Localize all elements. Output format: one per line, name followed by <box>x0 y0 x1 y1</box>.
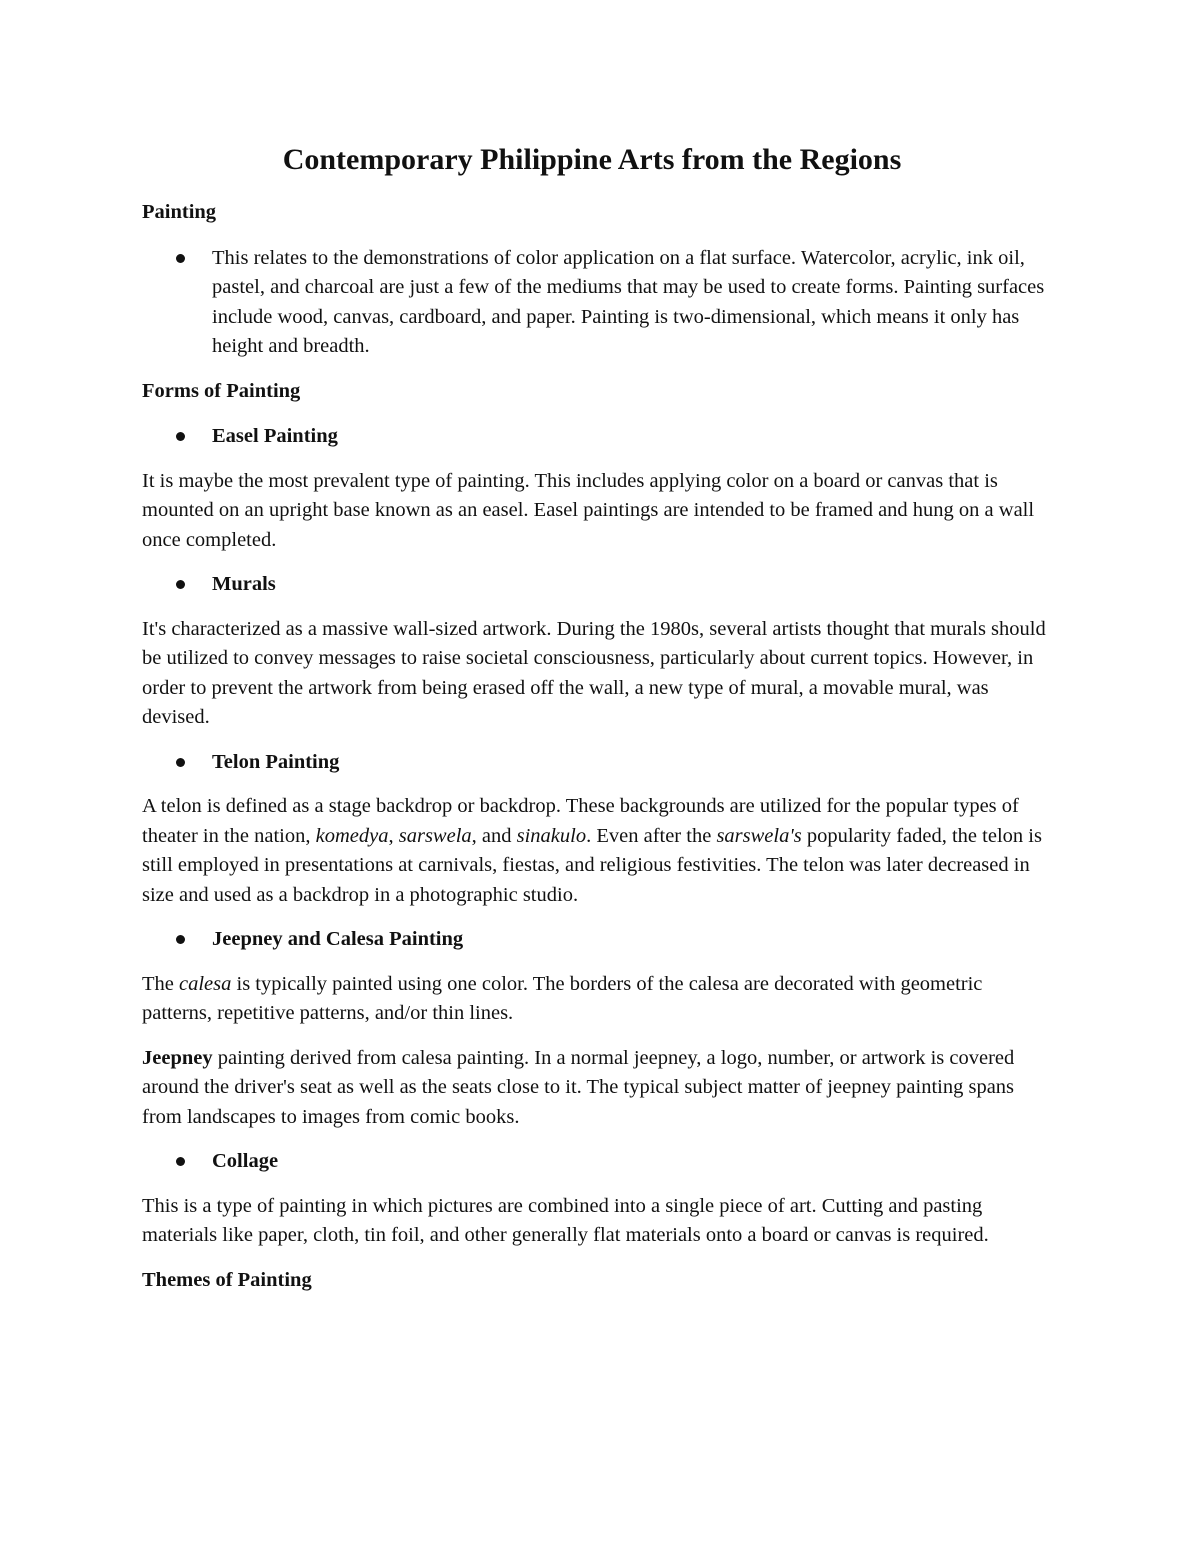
bullet-item-telon <box>142 748 1052 778</box>
text-run: The <box>142 972 179 995</box>
text-run: painting derived from calesa painting. In a normal jeepney, a logo, number, or artwork is covered around the driver's seat as well as the seats close to it. The typical subject matter of jeepney painting spans from landscapes to images from comic books. <box>142 1046 1015 1128</box>
bullet-item-easel <box>142 422 1052 452</box>
paragraph-jeepney <box>142 1044 1052 1133</box>
bullet-dot-icon <box>176 432 185 441</box>
bullet-dot-icon <box>176 758 185 767</box>
document-title: Contemporary Philippine Arts from the Regions <box>282 143 902 176</box>
text-run: popularity faded, the telon is still employed in presentations at carnivals, fiestas, and religious festivities. The telon was later decreased in size and used as a backdrop in a photographic studio. <box>142 824 1042 906</box>
italic-term: sinakulo <box>516 824 587 847</box>
text-run: , and <box>471 824 517 847</box>
paragraph-murals: It's characterized as a massive wall-sized artwork. During the 1980s, several artists thought that murals should be utilized to convey messages to raise societal consciousness, particularly about current topics. However, in order to prevent the artwork from being erased off the wall, a new type of mural, a movable mural, was devised. <box>142 617 1046 728</box>
bullet-label: Jeepney and Calesa Painting <box>212 928 464 950</box>
bullet-label: Telon Painting <box>212 750 340 773</box>
section-heading-painting: Painting <box>142 201 217 223</box>
document-page <box>142 140 1052 1311</box>
bullet-item-murals <box>142 570 1052 600</box>
italic-term: komedya <box>315 824 389 847</box>
text-run: is typically painted using one color. The borders of the calesa are decorated with geometric patterns, repetitive patterns, and/or thin lines. <box>142 972 983 1024</box>
italic-term: calesa <box>179 972 232 995</box>
bullet-text: This relates to the demonstrations of color application on a flat surface. Watercolor, acrylic, ink oil, pastel, and charcoal are just a few of the mediums that may be used to create forms. Painting surfaces include wood, canvas, cardboard, and paper. Painting is two-dimensional, which means it only has height and breadth. <box>212 246 1045 357</box>
paragraph-calesa <box>142 970 1052 1029</box>
text-run: , <box>388 824 399 847</box>
bullet-dot-icon <box>176 580 185 589</box>
text-run: . Even after the <box>586 824 717 847</box>
bullet-dot-icon <box>176 254 185 263</box>
italic-term: sarswela's <box>716 824 802 847</box>
section-heading-themes: Themes of Painting <box>142 1268 312 1291</box>
paragraph-collage: This is a type of painting in which pictures are combined into a single piece of art. Cutting and pasting materials like paper, cloth, tin foil, and other generally flat materials onto a board or canvas is required. <box>142 1194 989 1246</box>
bullet-item-jeepney-calesa <box>142 925 1052 955</box>
paragraph-telon <box>142 792 1052 910</box>
text-run: A telon is defined as a stage backdrop or backdrop. These backgrounds are utilized for the popular types of theater in the nation, <box>142 795 1019 847</box>
bullet-item-collage <box>142 1147 1052 1177</box>
bullet-label: Easel Painting <box>212 425 338 447</box>
bullet-dot-icon <box>176 935 185 944</box>
paragraph-easel: It is maybe the most prevalent type of painting. This includes applying color on a board or canvas that is mounted on an upright base known as an easel. Easel paintings are intended to be framed and hung on a wall once completed. <box>142 469 1035 551</box>
bullet-label: Collage <box>212 1150 279 1172</box>
bullet-label: Murals <box>212 573 276 595</box>
bullet-dot-icon <box>176 1157 185 1166</box>
bold-term: Jeepney <box>142 1046 213 1069</box>
section-heading-forms: Forms of Painting <box>142 379 301 402</box>
italic-term: sarswela <box>398 824 472 847</box>
bullet-item-painting-definition <box>142 244 1052 362</box>
